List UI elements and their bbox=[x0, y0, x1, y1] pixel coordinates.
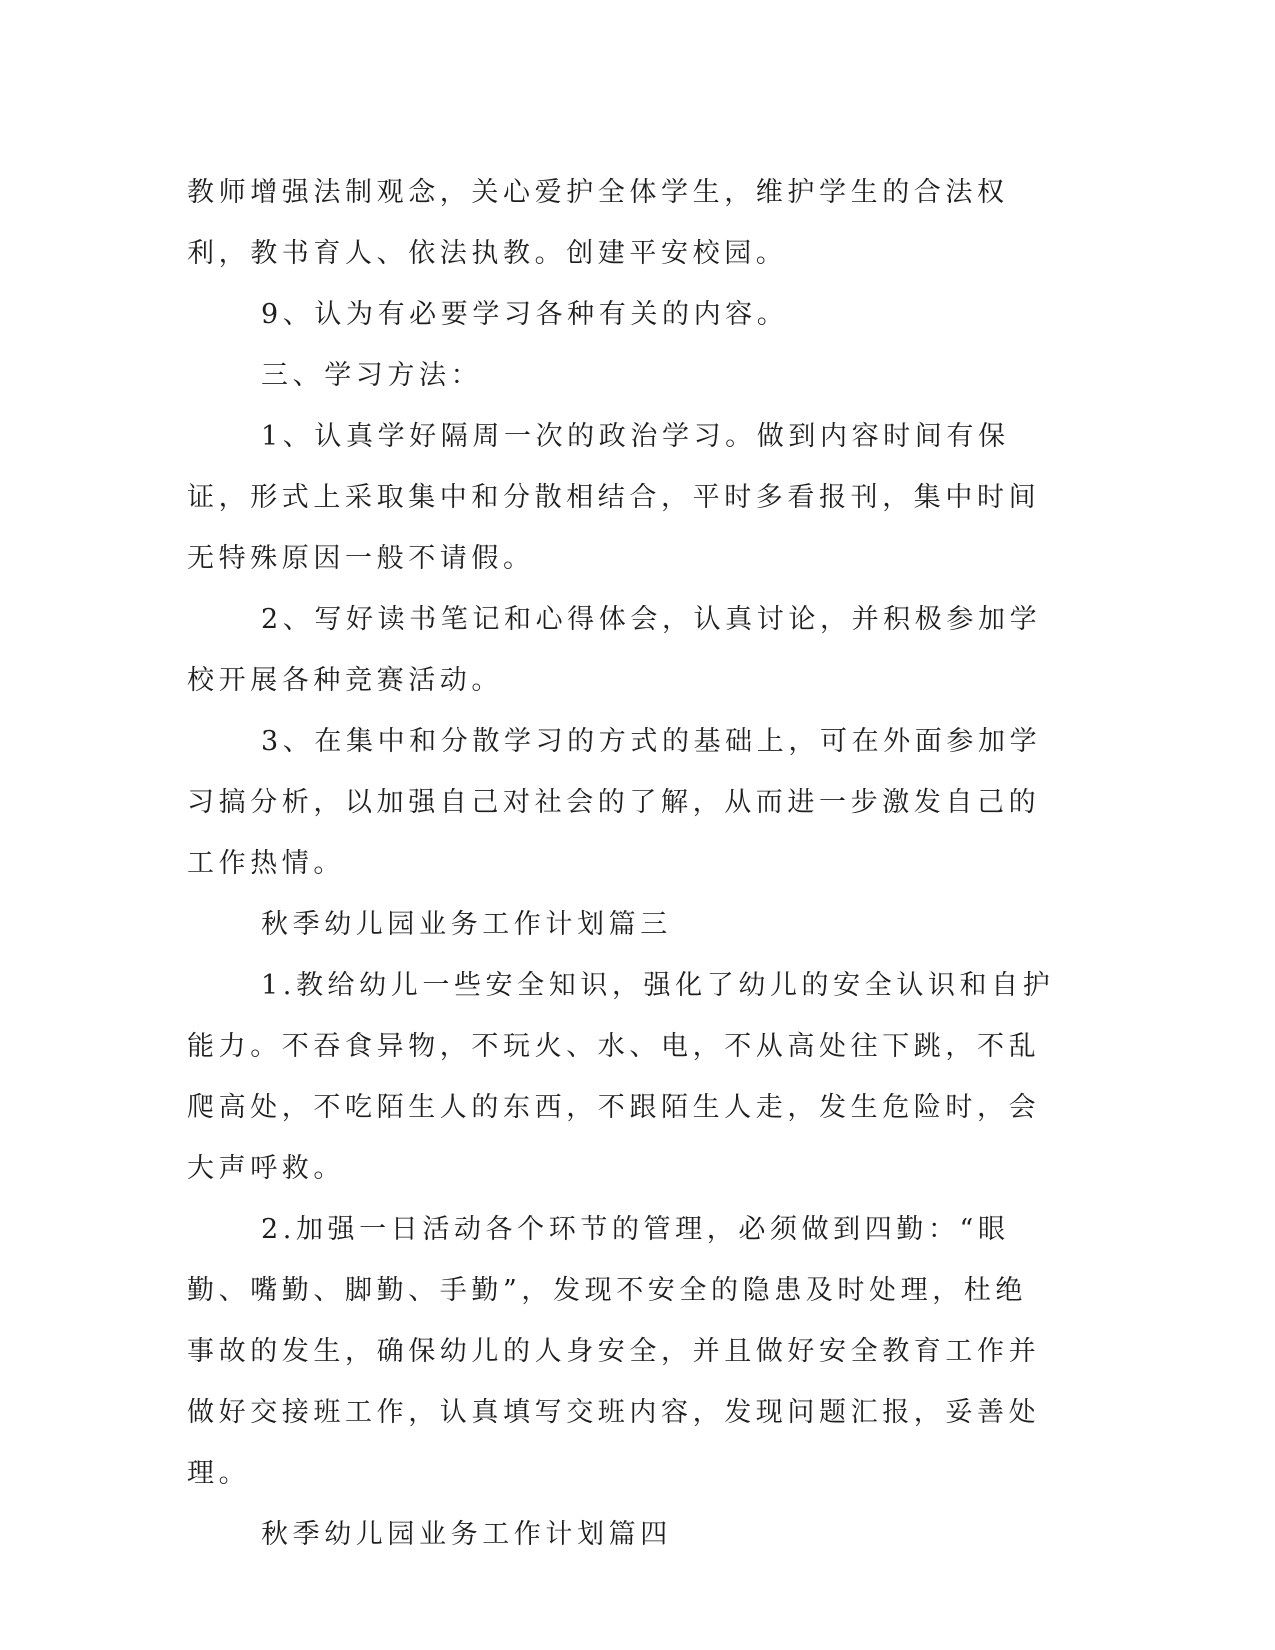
paragraph-item-9: 9、认为有必要学习各种有关的内容。 bbox=[261, 299, 789, 330]
paragraph-method-2: 2、写好读书笔记和心得体会，认真讨论，并积极参加学校开展各种竞赛活动。 bbox=[187, 604, 1042, 696]
paragraph-method-3: 3、在集中和分散学习的方式的基础上，可在外面参加学习搞分析，以加强自己对社会的了解，从而进一步激发自己的工作热情。 bbox=[187, 726, 1042, 879]
section-heading-plan-4: 秋季幼儿园业务工作计划篇四 bbox=[261, 1519, 672, 1550]
paragraph-safety-1: 1.教给幼儿一些安全知识，强化了幼儿的安全认识和自护能力。不吞食异物，不玩火、水、电，不从高处往下跳，不乱爬高处，不吃陌生人的东西，不跟陌生人走，发生危险时，会大声呼救。 bbox=[187, 970, 1055, 1184]
paragraph-method-1: 1、认真学好隔周一次的政治学习。做到内容时间有保证，形式上采取集中和分散相结合，平时多看报刊，集中时间无特殊原因一般不请假。 bbox=[187, 421, 1041, 574]
section-heading-plan-3: 秋季幼儿园业务工作计划篇三 bbox=[261, 909, 672, 940]
section-heading-study-methods: 三、学习方法： bbox=[261, 360, 483, 391]
document-body bbox=[187, 162, 1057, 1565]
paragraph-safety-2: 2.加强一日活动各个环节的管理，必须做到四勤：“眼勤、嘴勤、脚勤、手勤”，发现不安全的隐患及时处理，杜绝事故的发生，确保幼儿的人身安全，并且做好安全教育工作并做好交接班工作，认真填写交班内容，发现问题汇报，妥善处理。 bbox=[187, 1214, 1041, 1489]
paragraph-legal-awareness: 教师增强法制观念，关心爱护全体学生，维护学生的合法权利，教书育人、依法执教。创建平安校园。 bbox=[187, 177, 1009, 269]
